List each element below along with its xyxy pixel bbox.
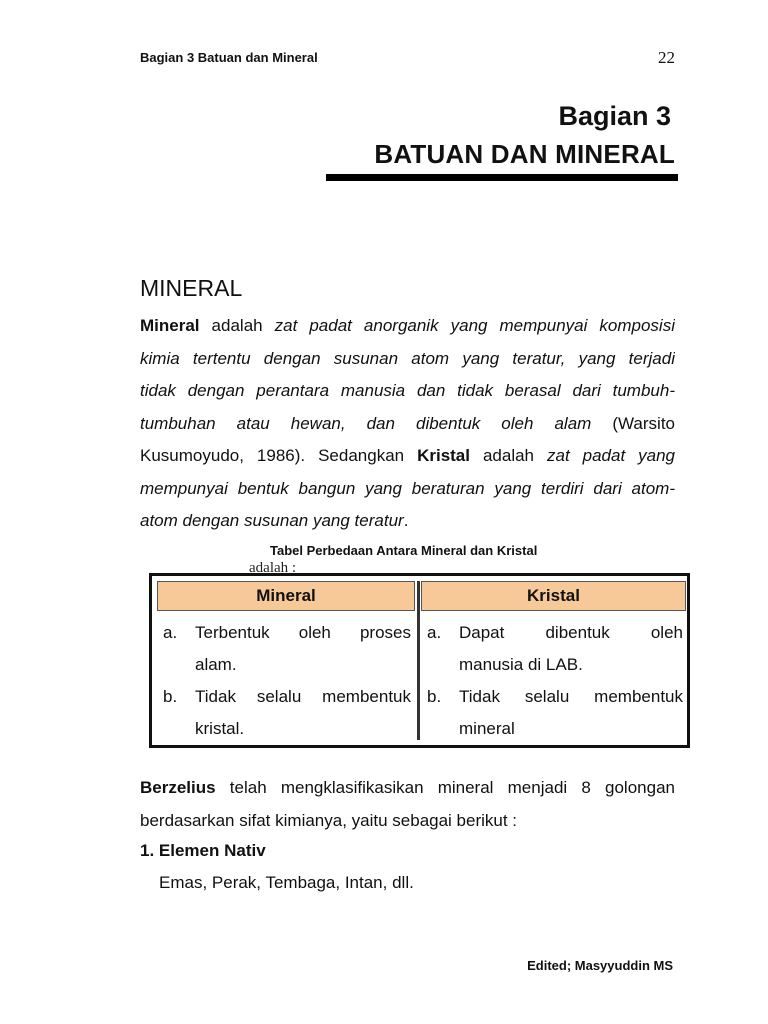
list-item [427,617,683,681]
paragraph-line: berdasarkan sifat kimianya, yaitu sebagai berikut : [140,810,518,830]
paragraph-mineral-definition [140,310,675,538]
kristal-column [427,617,683,745]
paragraph-line: atom dengan susunan yang teratur. [140,511,409,530]
paragraph-line: tidak dengan perantara manusia dan tidak berasal dari tumbuh- [140,381,675,400]
paragraph-line: kimia tertentu dengan susunan atom yang teratur, yang terjadi [140,348,675,368]
item-text: manusia di LAB. [459,655,583,674]
table-caption: Tabel Perbedaan Antara Mineral dan Kristal [270,543,538,558]
item-text: alam. [195,655,237,674]
list-item [427,681,683,745]
section-heading: MINERAL [140,275,243,301]
item-marker: b. [163,687,178,706]
item-text: Dapat dibentuk oleh [459,623,683,642]
paragraph-line: Kusumoyudo, 1986). Sedangkan Kristal adalah zat padat yang [140,446,675,465]
paragraph-line: Berzelius telah mengklasifikasikan mineral menjadi 8 golongan [140,778,675,797]
list-item-body: Emas, Perak, Tembaga, Intan, dll. [159,873,414,892]
item-text: Terbentuk oleh proses [195,623,411,642]
header-kristal: Kristal [421,581,686,611]
header-mineral: Mineral [157,581,415,611]
list-item [163,617,411,681]
paragraph-line: tumbuhan atau hewan, dan dibentuk oleh alam (Warsito [140,413,675,433]
comparison-table [149,573,690,748]
list-item [163,681,411,745]
item-text: mineral [459,719,515,738]
paragraph-line: Mineral adalah zat padat anorganik yang mempunyai komposisi [140,316,675,335]
footer-credit: Edited; Masyyuddin MS [527,958,673,973]
paragraph-berzelius [140,772,675,837]
running-header: Bagian 3 Batuan dan Mineral [140,50,318,65]
item-text: Tidak selalu membentuk [459,687,683,706]
item-marker: a. [427,623,442,642]
list-item-heading: 1. Elemen Nativ [140,841,266,860]
item-text: kristal. [195,719,245,738]
page-number: 22 [658,48,675,67]
mineral-column [163,617,411,745]
chapter-number: Bagian 3 [558,101,671,131]
overlapping-text-artifact: adalah : [249,560,297,576]
item-marker: a. [163,623,178,642]
item-text: Tidak selalu membentuk [195,687,411,706]
item-marker: b. [427,687,442,706]
chapter-title: BATUAN DAN MINERAL [374,139,675,169]
paragraph-line: mempunyai bentuk bangun yang beraturan yang terdiri dari atom- [140,478,675,498]
column-divider [417,581,420,740]
title-underline [326,174,678,181]
